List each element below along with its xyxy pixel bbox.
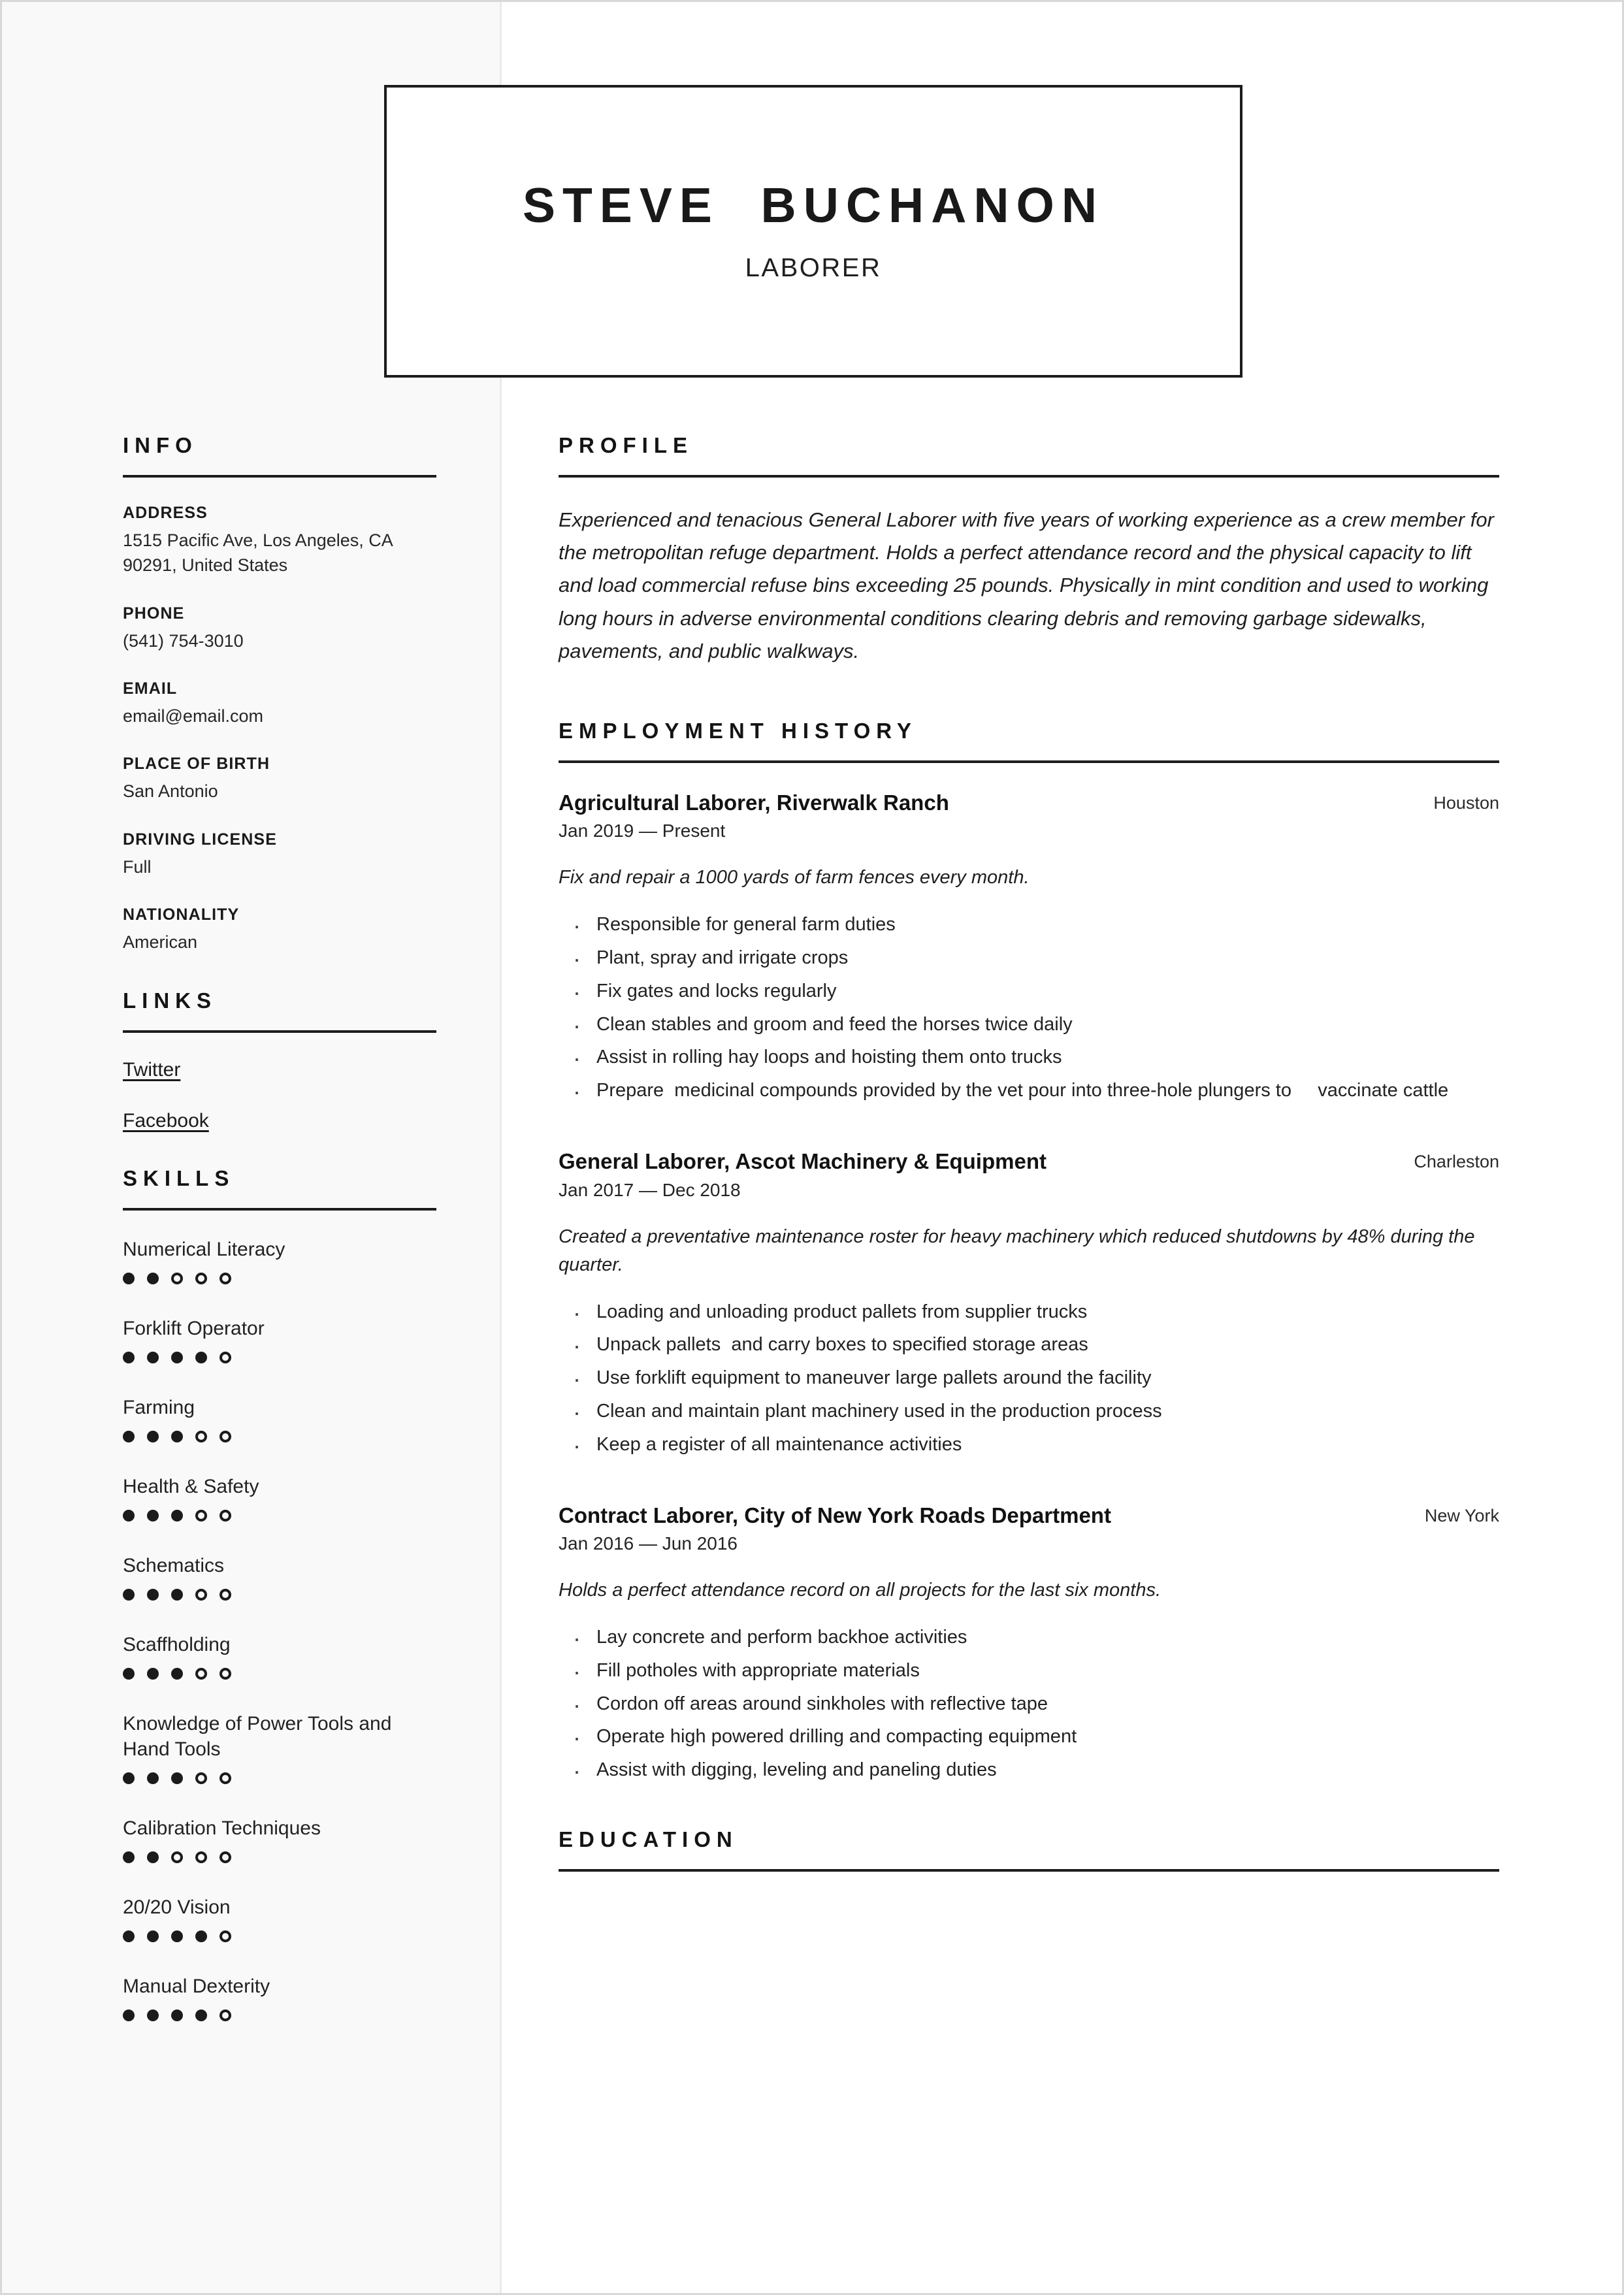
skill-rating-dot — [123, 1510, 135, 1522]
skill-rating-dot — [219, 1273, 231, 1284]
info-value: email@email.com — [123, 706, 263, 726]
skill-rating-dot — [171, 1668, 183, 1680]
info-item — [123, 504, 436, 578]
skill-rating-dot — [123, 1772, 135, 1784]
profile-heading: PROFILE — [559, 433, 694, 457]
skill-rating-dot — [123, 1352, 135, 1363]
skill-item — [123, 1895, 436, 1942]
employment-entry — [559, 1148, 1499, 1459]
employment-bullets — [559, 1623, 1499, 1785]
skill-item — [123, 1237, 436, 1284]
skill-rating-dot — [219, 1772, 231, 1784]
skill-rating-dot — [195, 1273, 207, 1284]
skill-rating-dot — [171, 1772, 183, 1784]
info-label: DRIVING LICENSE — [123, 830, 277, 849]
link-twitter[interactable]: Twitter — [123, 1059, 181, 1081]
info-label: PLACE OF BIRTH — [123, 755, 270, 773]
employment-bullet: · Assist in rolling hay loops and hoisting them onto trucks — [559, 1043, 1499, 1071]
employment-entry — [559, 789, 1499, 1105]
skill-rating-dot — [195, 1772, 207, 1784]
sidebar-column — [123, 433, 436, 2053]
skill-rating-dot — [219, 1851, 231, 1863]
main-column — [559, 433, 1499, 1898]
employment-bullet: · Fix gates and locks regularly — [559, 977, 1499, 1005]
skill-name: Farming — [123, 1397, 195, 1419]
info-section — [123, 433, 436, 954]
skill-rating-dot — [171, 1851, 183, 1863]
skill-rating — [123, 1352, 436, 1363]
employment-bullets — [559, 911, 1499, 1105]
skill-rating — [123, 1510, 436, 1522]
skill-rating-dot — [147, 1668, 159, 1680]
skill-rating-dot — [147, 1930, 159, 1942]
employment-role: Agricultural Laborer, Riverwalk Ranch — [559, 790, 949, 815]
skill-rating — [123, 1851, 436, 1863]
info-item — [123, 905, 436, 954]
skill-rating — [123, 2010, 436, 2021]
skill-rating-dot — [219, 1930, 231, 1942]
employment-bullet: · Prepare medicinal compounds provided by the vet pour into three-hole plungers to vaccinate cattle — [559, 1077, 1499, 1105]
skills-list — [123, 1237, 436, 2021]
employment-divider — [559, 760, 1499, 763]
skill-rating-dot — [171, 1589, 183, 1601]
skills-heading: SKILLS — [123, 1166, 235, 1191]
skill-rating-dot — [171, 1431, 183, 1442]
skill-rating-dot — [171, 1930, 183, 1942]
skill-rating-dot — [123, 1851, 135, 1863]
employment-entry — [559, 1502, 1499, 1784]
links-heading: LINKS — [123, 988, 217, 1013]
info-value: American — [123, 932, 198, 952]
skill-rating-dot — [147, 2010, 159, 2021]
employment-list — [559, 789, 1499, 1784]
skill-rating-dot — [219, 2010, 231, 2021]
info-label: PHONE — [123, 604, 185, 623]
employment-location: Charleston — [1414, 1152, 1499, 1172]
skill-rating-dot — [123, 1930, 135, 1942]
skill-rating-dot — [219, 1510, 231, 1522]
header-name-box — [384, 85, 1242, 378]
info-heading: INFO — [123, 433, 198, 457]
employment-bullet: · Cordon off areas around sinkholes with reflective tape — [559, 1690, 1499, 1718]
employment-bullet: · Responsible for general farm duties — [559, 911, 1499, 939]
skill-rating-dot — [147, 1431, 159, 1442]
employment-bullet: · Unpack pallets and carry boxes to specified storage areas — [559, 1331, 1499, 1359]
skill-rating-dot — [171, 1510, 183, 1522]
info-label: ADDRESS — [123, 504, 208, 522]
skill-rating-dot — [195, 1510, 207, 1522]
profile-text: Experienced and tenacious General Laborer with five years of working experience as a crew member for the metropolitan refuge department. Holds a perfect attendance record and the physical capacity to lift and load commercial refuse bins exceeding 25 pounds. Physically in mint condition and used to working long hours in adverse environmental conditions clearing debris and removing garbage sidewalks, pavements, and public walkways. — [559, 508, 1494, 662]
skill-item — [123, 1474, 436, 1522]
links-divider — [123, 1030, 436, 1033]
skill-rating — [123, 1930, 436, 1942]
skill-rating-dot — [219, 1431, 231, 1442]
info-value: San Antonio — [123, 781, 218, 802]
employment-dates: Jan 2019 — Present — [559, 821, 726, 841]
skill-name: Schematics — [123, 1555, 225, 1577]
employment-heading: EMPLOYMENT HISTORY — [559, 719, 917, 743]
employment-dates: Jan 2017 — Dec 2018 — [559, 1179, 741, 1200]
skill-rating-dot — [195, 1668, 207, 1680]
skill-rating-dot — [147, 1273, 159, 1284]
employment-bullet: · Use forklift equipment to maneuver large pallets around the facility — [559, 1364, 1499, 1392]
employment-role: Contract Laborer, City of New York Roads Department — [559, 1503, 1111, 1528]
link-facebook[interactable]: Facebook — [123, 1110, 209, 1132]
links-list — [123, 1059, 436, 1132]
skills-divider — [123, 1208, 436, 1211]
education-section — [559, 1827, 1499, 1872]
skill-rating-dot — [195, 1589, 207, 1601]
skill-item — [123, 1316, 436, 1363]
skills-section — [123, 1166, 436, 2021]
profile-divider — [559, 475, 1499, 478]
skill-item — [123, 1711, 436, 1784]
skill-rating — [123, 1668, 436, 1680]
skill-rating-dot — [171, 1273, 183, 1284]
skill-rating-dot — [147, 1851, 159, 1863]
education-heading: EDUCATION — [559, 1827, 738, 1852]
education-divider — [559, 1869, 1499, 1872]
skill-name: Numerical Literacy — [123, 1239, 285, 1261]
skill-name: Manual Dexterity — [123, 1976, 270, 1998]
skill-rating — [123, 1772, 436, 1784]
skill-rating-dot — [123, 1589, 135, 1601]
skill-rating-dot — [123, 1668, 135, 1680]
info-item — [123, 679, 436, 728]
employment-entry-header — [559, 789, 1499, 817]
links-section — [123, 988, 436, 1132]
employment-section — [559, 719, 1499, 1784]
skill-rating-dot — [123, 1273, 135, 1284]
employment-dates: Jan 2016 — Jun 2016 — [559, 1533, 738, 1554]
employment-bullet: · Plant, spray and irrigate crops — [559, 944, 1499, 972]
employment-bullet: · Assist with digging, leveling and paneling duties — [559, 1756, 1499, 1784]
employment-summary: Holds a perfect attendance record on all projects for the last six months. — [559, 1580, 1161, 1601]
profile-section — [559, 433, 1499, 668]
skill-rating — [123, 1431, 436, 1442]
skill-rating-dot — [219, 1668, 231, 1680]
info-value: Full — [123, 856, 152, 877]
skill-name: Scaffholding — [123, 1634, 231, 1656]
skill-rating — [123, 1273, 436, 1284]
skill-rating-dot — [195, 1930, 207, 1942]
skill-rating-dot — [171, 1352, 183, 1363]
page-title: STEVE BUCHANON — [522, 178, 1105, 233]
employment-bullet: · Clean and maintain plant machinery used in the production process — [559, 1397, 1499, 1425]
employment-bullet: · Operate high powered drilling and compacting equipment — [559, 1723, 1499, 1751]
employment-bullet: · Fill potholes with appropriate materials — [559, 1657, 1499, 1685]
info-divider — [123, 475, 436, 478]
info-item — [123, 755, 436, 804]
employment-summary: Created a preventative maintenance roster for heavy machinery which reduced shutdowns by 48% during the quarter. — [559, 1226, 1475, 1275]
skill-rating-dot — [195, 1352, 207, 1363]
skill-rating-dot — [147, 1589, 159, 1601]
employment-entry-header — [559, 1502, 1499, 1529]
skill-rating-dot — [195, 1431, 207, 1442]
info-item — [123, 830, 436, 879]
skill-rating-dot — [147, 1352, 159, 1363]
skill-rating-dot — [219, 1352, 231, 1363]
info-label: NATIONALITY — [123, 905, 240, 924]
skill-name: Calibration Techniques — [123, 1817, 321, 1840]
info-label: EMAIL — [123, 679, 178, 698]
info-item — [123, 604, 436, 653]
employment-role: General Laborer, Ascot Machinery & Equipment — [559, 1149, 1047, 1174]
skill-name: 20/20 Vision — [123, 1896, 231, 1919]
employment-bullet: · Clean stables and groom and feed the horses twice daily — [559, 1011, 1499, 1039]
skill-item — [123, 1974, 436, 2021]
info-value: (541) 754-3010 — [123, 630, 244, 651]
skill-item — [123, 1632, 436, 1680]
skill-item — [123, 1815, 436, 1863]
skill-rating-dot — [195, 1851, 207, 1863]
skill-rating-dot — [219, 1589, 231, 1601]
skill-item — [123, 1553, 436, 1601]
skill-rating-dot — [171, 2010, 183, 2021]
employment-bullet: · Lay concrete and perform backhoe activities — [559, 1623, 1499, 1652]
skill-rating-dot — [123, 1431, 135, 1442]
employment-bullet: · Loading and unloading product pallets from supplier trucks — [559, 1298, 1499, 1326]
info-value: 1515 Pacific Ave, Los Angeles, CA 90291, United States — [123, 530, 393, 576]
skill-name: Knowledge of Power Tools and Hand Tools — [123, 1713, 392, 1761]
employment-bullet: · Keep a register of all maintenance activities — [559, 1431, 1499, 1459]
employment-bullets — [559, 1298, 1499, 1459]
skill-name: Forklift Operator — [123, 1318, 265, 1340]
skill-rating-dot — [123, 2010, 135, 2021]
skill-rating-dot — [147, 1510, 159, 1522]
employment-entry-header — [559, 1148, 1499, 1175]
skill-name: Health & Safety — [123, 1476, 259, 1498]
skill-item — [123, 1395, 436, 1442]
skill-rating-dot — [195, 2010, 207, 2021]
skill-rating — [123, 1589, 436, 1601]
skill-rating-dot — [147, 1772, 159, 1784]
employment-location: New York — [1424, 1506, 1499, 1526]
header-job-title: LABORER — [745, 253, 882, 282]
employment-location: Houston — [1433, 793, 1499, 813]
employment-summary: Fix and repair a 1000 yards of farm fences every month. — [559, 867, 1030, 888]
